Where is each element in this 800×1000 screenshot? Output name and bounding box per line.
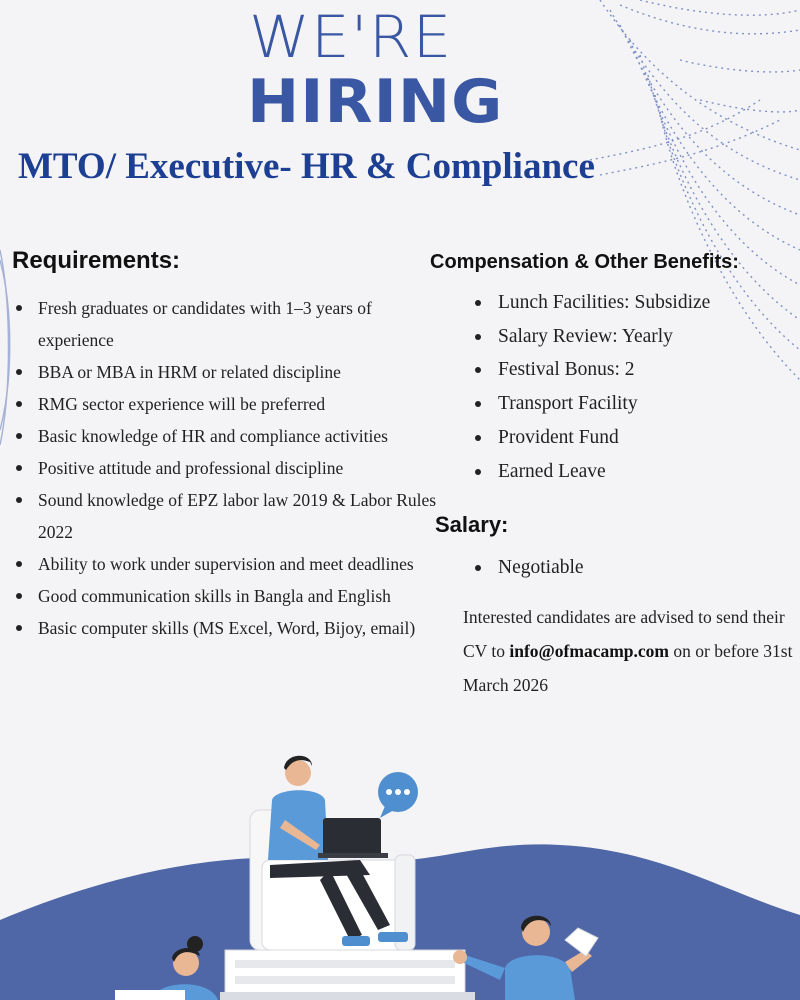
compensation-list	[498, 286, 788, 488]
list-item: Ability to work under supervision and meet deadlines	[38, 548, 438, 580]
apply-prefix: Interested candidates are advised to send their CV to	[463, 607, 785, 661]
headline-were: WE'RE	[249, 3, 453, 71]
list-item: RMG sector experience will be preferred	[38, 388, 438, 420]
list-item: Lunch Facilities: Subsidize	[498, 286, 788, 320]
list-item: Earned Leave	[498, 455, 788, 489]
apply-suffix: on or before 31st March 2026	[463, 641, 793, 695]
apply-instructions	[463, 600, 793, 702]
chat-bubble-icon	[378, 772, 418, 818]
list-item: BBA or MBA in HRM or related discipline	[38, 356, 438, 388]
job-title: MTO/ Executive- HR & Compliance	[18, 146, 595, 187]
list-item: Negotiable	[498, 553, 788, 583]
salary-heading: Salary:	[435, 512, 509, 537]
list-item: Transport Facility	[498, 387, 788, 421]
apply-email: info@ofmacamp.com	[509, 641, 670, 661]
requirements-list	[38, 292, 438, 644]
headline-hiring: HIRING	[247, 67, 504, 137]
list-item: Positive attitude and professional discipline	[38, 452, 438, 484]
list-item: Basic computer skills (MS Excel, Word, Bijoy, email)	[38, 612, 438, 644]
list-item: Fresh graduates or candidates with 1–3 years of experience	[38, 292, 438, 356]
list-item: Sound knowledge of EPZ labor law 2019 & Labor Rules 2022	[38, 484, 438, 548]
compensation-heading: Compensation & Other Benefits:	[430, 251, 739, 273]
books-stack-icon	[220, 950, 475, 1000]
list-item: Salary Review: Yearly	[498, 320, 788, 354]
list-item: Provident Fund	[498, 421, 788, 455]
list-item: Good communication skills in Bangla and English	[38, 580, 438, 612]
salary-list	[498, 553, 788, 583]
list-item: Basic knowledge of HR and compliance activities	[38, 420, 438, 452]
list-item: Festival Bonus: 2	[498, 353, 788, 387]
requirements-heading: Requirements:	[12, 247, 181, 274]
office-illustration	[0, 700, 800, 1000]
